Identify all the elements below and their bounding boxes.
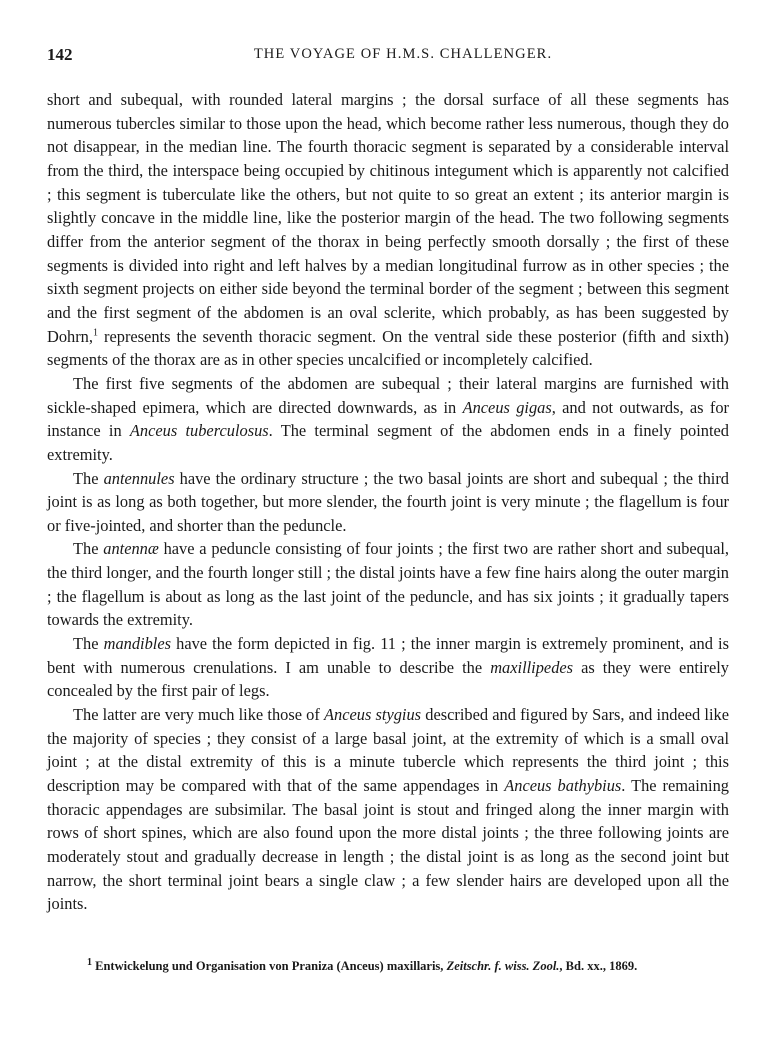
italic-term: Anceus bathybius bbox=[504, 776, 622, 796]
text-run: represents the seventh thoracic segment. On the ventral side these posterior (fifth and sixth) segments of the thorax are as in other species uncalcified or incompletely calcified. bbox=[47, 326, 729, 370]
footnote-marker: 1 bbox=[92, 327, 98, 339]
italic-term: Zeitschr. f. wiss. Zool. bbox=[446, 959, 560, 973]
text-run: . The terminal segment of the abdomen ends in a finely pointed extremity. bbox=[47, 421, 729, 464]
body-text bbox=[47, 88, 729, 916]
footnote bbox=[47, 957, 729, 975]
paragraph bbox=[47, 88, 729, 372]
paragraph bbox=[47, 703, 729, 916]
text-run: have a peduncle consisting of four joints ; the first two are rather short and subequal, the third longer, and the fourth longer still ; the distal joints have a few fine hairs along the outer margin ; the flagellum is about as long as the last joint of the peduncle, and has six joints ; it gradually tapers towards the extremity. bbox=[47, 539, 729, 630]
italic-term: Anceus tuberculosus bbox=[129, 421, 269, 441]
paragraph bbox=[47, 632, 729, 703]
paragraph bbox=[47, 537, 729, 632]
text-run: short and subequal, with rounded lateral margins ; the dorsal surface of all these segments has numerous tubercles similar to those upon the head, which become rather less numerous, though they do not disappear, in the median line. The fourth thoracic segment is separated by a considerable interval from the third, the interspace being occupied by chitinous integument which is apparently not calcified ; this segment is tuberculate like the others, but not quite to so great an extent ; its anterior margin is slightly concave in the middle line, like the posterior margin of the head. The two following segments differ from the anterior segment of the thorax in being perfectly smooth dorsally ; the first of these segments is divided into right and left halves by a median longitudinal furrow as in other species ; the sixth segment projects on either side beyond the terminal border of the segment ; between this segment and the first segment of the abdomen is an oval sclerite, which probably, as has been suggested by Dohrn, bbox=[47, 90, 729, 346]
italic-term: mandibles bbox=[103, 634, 171, 654]
text-run: The bbox=[73, 468, 104, 488]
text-run: . The remaining thoracic appendages are subsimilar. The basal joint is stout and fringed along the inner margin with rows of short spines, which are also found upon the more distal joints ; the three following joints are moderately stout and gradually decrease in length ; the distal joint is as long as the second joint but narrow, the short terminal joint bears a single claw ; a few slender hairs are developed upon all the joints. bbox=[47, 776, 729, 914]
italic-term: antennules bbox=[103, 468, 175, 488]
paragraph bbox=[47, 467, 729, 538]
text-run: The bbox=[73, 634, 104, 654]
italic-term: antennæ bbox=[103, 539, 159, 559]
text-run: , and not outwards, as for instance in bbox=[47, 397, 729, 441]
text-run: The latter are very much like those of bbox=[73, 705, 325, 725]
running-title: THE VOYAGE OF H.M.S. CHALLENGER. bbox=[253, 46, 553, 62]
text-run: , Bd. xx., 1869. bbox=[559, 959, 638, 973]
italic-term: Anceus gigas bbox=[462, 397, 552, 417]
italic-term: Anceus stygius bbox=[324, 705, 422, 725]
italic-term: maxillipedes bbox=[490, 657, 574, 677]
text-run: The bbox=[73, 539, 104, 559]
paragraph bbox=[47, 372, 729, 467]
text-run: described and figured by Sars, and indeed like the majority of species ; they consist of a large basal joint, at the extremity of which is a small oval joint ; at the distal extremity of this is a minute tubercle which represents the third joint ; this description may be compared with that of the same appendages in bbox=[47, 705, 729, 796]
text-run: have the form depicted in fig. 11 ; the inner margin is extremely prominent, and is bent with numerous crenulations. I am unable to describe the bbox=[47, 634, 729, 677]
footnote-marker: 1 bbox=[87, 956, 92, 968]
text-run: Entwickelung und Organisation von Praniza (Anceus) maxillaris, bbox=[92, 959, 447, 973]
text-run: The first five segments of the abdomen are subequal ; their lateral margins are furnished with sickle-shaped epimera, which are directed downwards, as in bbox=[47, 373, 729, 417]
text-run: as they were entirely concealed by the first pair of legs. bbox=[47, 657, 730, 701]
page-number: 142 bbox=[47, 45, 73, 64]
running-head bbox=[47, 45, 729, 67]
text-run: have the ordinary structure ; the two basal joints are short and subequal ; the third joint is as long as both together, but more slender, the fourth joint is very minute ; the flagellum is four or five-jointed, and shorter than the peduncle. bbox=[47, 468, 729, 535]
